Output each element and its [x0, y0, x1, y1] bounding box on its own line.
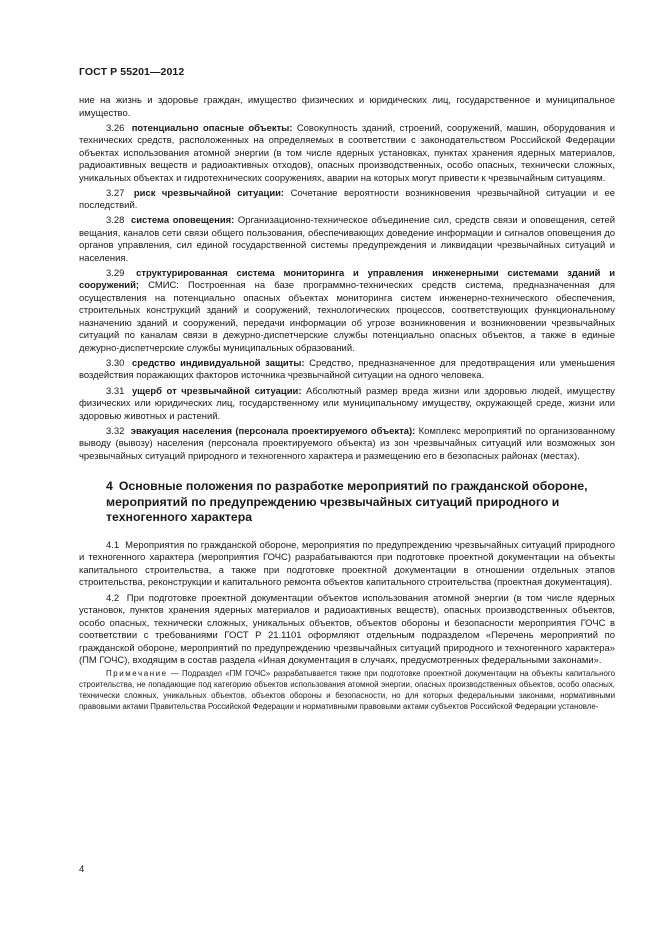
definition-item — [79, 426, 615, 464]
definition-number: 3.31 — [106, 385, 125, 397]
definition-item — [79, 215, 615, 265]
section-heading — [79, 479, 615, 526]
definition-term: система оповещения: — [131, 215, 235, 227]
note-text: — Подраздел «ПМ ГОЧС» разрабатывается также при подготовке проектной документации на объекты капитального строительства, не попадающие под категорию объектов использования атомной энергии, опасных производственных объектов, особо опасных, технически сложных, уникальных объектов, объектов обороны и безопасности, но для которых федеральными законами, нормативными правовыми актами Правительства Российской Федерации и нормативными правовыми актами субъектов Российской Федерации установле- — [79, 668, 615, 711]
definition-text: Совокупность зданий, строений, сооружений, машин, оборудования и технических средств, расположенных на определяемых в соответствии с законодательством Российской Федерации объектах использования атомной энергии (в том числе ядерных установках, пунктах хранения ядерных материалов, радиоактивных веществ и радиоактивных отходов), опасных производственных, особо опасных, технически сложных, уникальных объектах и гидротехнических сооружениях, аварии на которых могут привести к чрезвычайным ситуациям. — [79, 122, 615, 184]
definition-number: 3.29 — [106, 267, 125, 279]
continuation-paragraph: ние на жизнь и здоровье граждан, имущество физических и юридических лиц, государственное и муниципальное имущество. — [79, 95, 615, 119]
definition-item — [79, 188, 615, 213]
page-number: 4 — [79, 864, 85, 875]
definition-term: эвакуация населения (персонала проектируемого объекта): — [130, 425, 416, 437]
clause-number: 4.2 — [106, 592, 120, 604]
definition-number: 3.32 — [106, 425, 125, 437]
definition-number: 3.26 — [106, 122, 125, 134]
definition-text: Абсолютный размер вреда жизни или здоровью людей, имуществу физических или юридических лиц, государственному или муниципальному имуществу, окружающей среде, жизни или здоровью животных и растений. — [79, 385, 615, 422]
section-number: 4 — [106, 479, 113, 494]
section-title-text: Основные положения по разработке мероприятий по гражданской обороне, мероприятий по предупреждению чрезвычайных ситуаций природного и техногенного характера — [106, 479, 588, 525]
definition-number: 3.27 — [106, 187, 125, 199]
definition-term: структурированная система мониторинга и управления инженерными системами зданий и сооружений; — [79, 267, 615, 292]
definition-text: Комплекс мероприятий по организованному выводу (вывозу) населения (персонала проектируемого объекта) из зон чрезвычайных ситуаций или возможных зон чрезвычайных ситуаций природного и техногенного характера и размещению его в безопасных районах (местах). — [79, 425, 616, 462]
definition-item — [79, 123, 615, 186]
note-paragraph — [79, 668, 615, 712]
definition-term: средство индивидуальной защиты: — [132, 357, 305, 369]
definition-number: 3.28 — [106, 215, 125, 227]
definition-term: риск чрезвычайной ситуации: — [133, 187, 285, 199]
definition-item — [79, 268, 615, 356]
page-content — [79, 95, 615, 712]
definition-item — [79, 358, 615, 383]
definition-text: Средство, предназначенное для предотвращения или уменьшения воздействия поражающих факторов источника чрезвычайной ситуации на одного человека. — [79, 357, 615, 382]
clause-item — [79, 540, 615, 590]
definition-text: СМИС: Построенная на базе программно-технических средств система, предназначенная для осуществления на потенциально опасных объектах мониторинга систем инженерно-технического обеспечения, строительных конструкций зданий и сооружений, технологических процессов, соответствующих функциональному назначению зданий и сооружений, передачи информации об угрозе возникновения и возникновении чрезвычайных ситуаций по каналам связи в дежурно-диспетчерские службы потенциально опасных объектов, а также в единые дежурно-диспетчерские службы муниципальных образований. — [79, 280, 615, 354]
definition-term: ущерб от чрезвычайной ситуации: — [131, 385, 302, 397]
note-label: Примечание — [106, 668, 168, 678]
definition-item — [79, 386, 615, 424]
definition-number: 3.30 — [106, 357, 125, 369]
definition-text: Сочетание вероятности возникновения чрезвычайной ситуации и ее последствий. — [79, 187, 616, 212]
definitions-list — [79, 123, 615, 464]
definition-term: потенциально опасные объекты: — [131, 122, 293, 134]
definition-text: Организационно-техническое объединение сил, средств связи и оповещения, сетей вещания, каналов сети связи общего пользования, обеспечивающих доведение информации и сигналов оповещения до органов управления, сил единой государственной системы предупреждения и ликвидации чрезвычайных ситуаций и населения. — [79, 215, 616, 264]
clause-item — [79, 593, 615, 668]
document-code-header: ГОСТ Р 55201—2012 — [79, 66, 185, 78]
clause-text: Мероприятия по гражданской обороне, мероприятия по предупреждению чрезвычайных ситуаций природного и техногенного характера (мероприятия ГОЧС) разрабатываются при подготовке проектной документации на объекты капитального строительства, а также при подготовке проектной документации в отношении отдельных этапов строительства, реконструкции и капитального ремонта объектов капитального строительства (проектная документация). — [79, 539, 615, 589]
clause-number: 4.1 — [106, 539, 120, 551]
clause-text: При подготовке проектной документации объектов использования атомной энергии (в том числе ядерных установок, пунктов хранения ядерных материалов и радиоактивных веществ), опасных производственных объектов, особо опасных, технически сложных, уникальных объектов, объектов обороны и безопасности мероприятия ГОЧС в соответствии с требованиями ГОСТ Р 21.1101 оформляют отдельным подразделом «Перечень мероприятий по гражданской обороне, мероприятий по предупреждению чрезвычайных ситуаций природного и техногенного характера» (ПМ ГОЧС), входящим в состав раздела «Иная документация в случаях, предусмотренных федеральными законами». — [79, 592, 616, 667]
clauses-list — [79, 540, 615, 668]
